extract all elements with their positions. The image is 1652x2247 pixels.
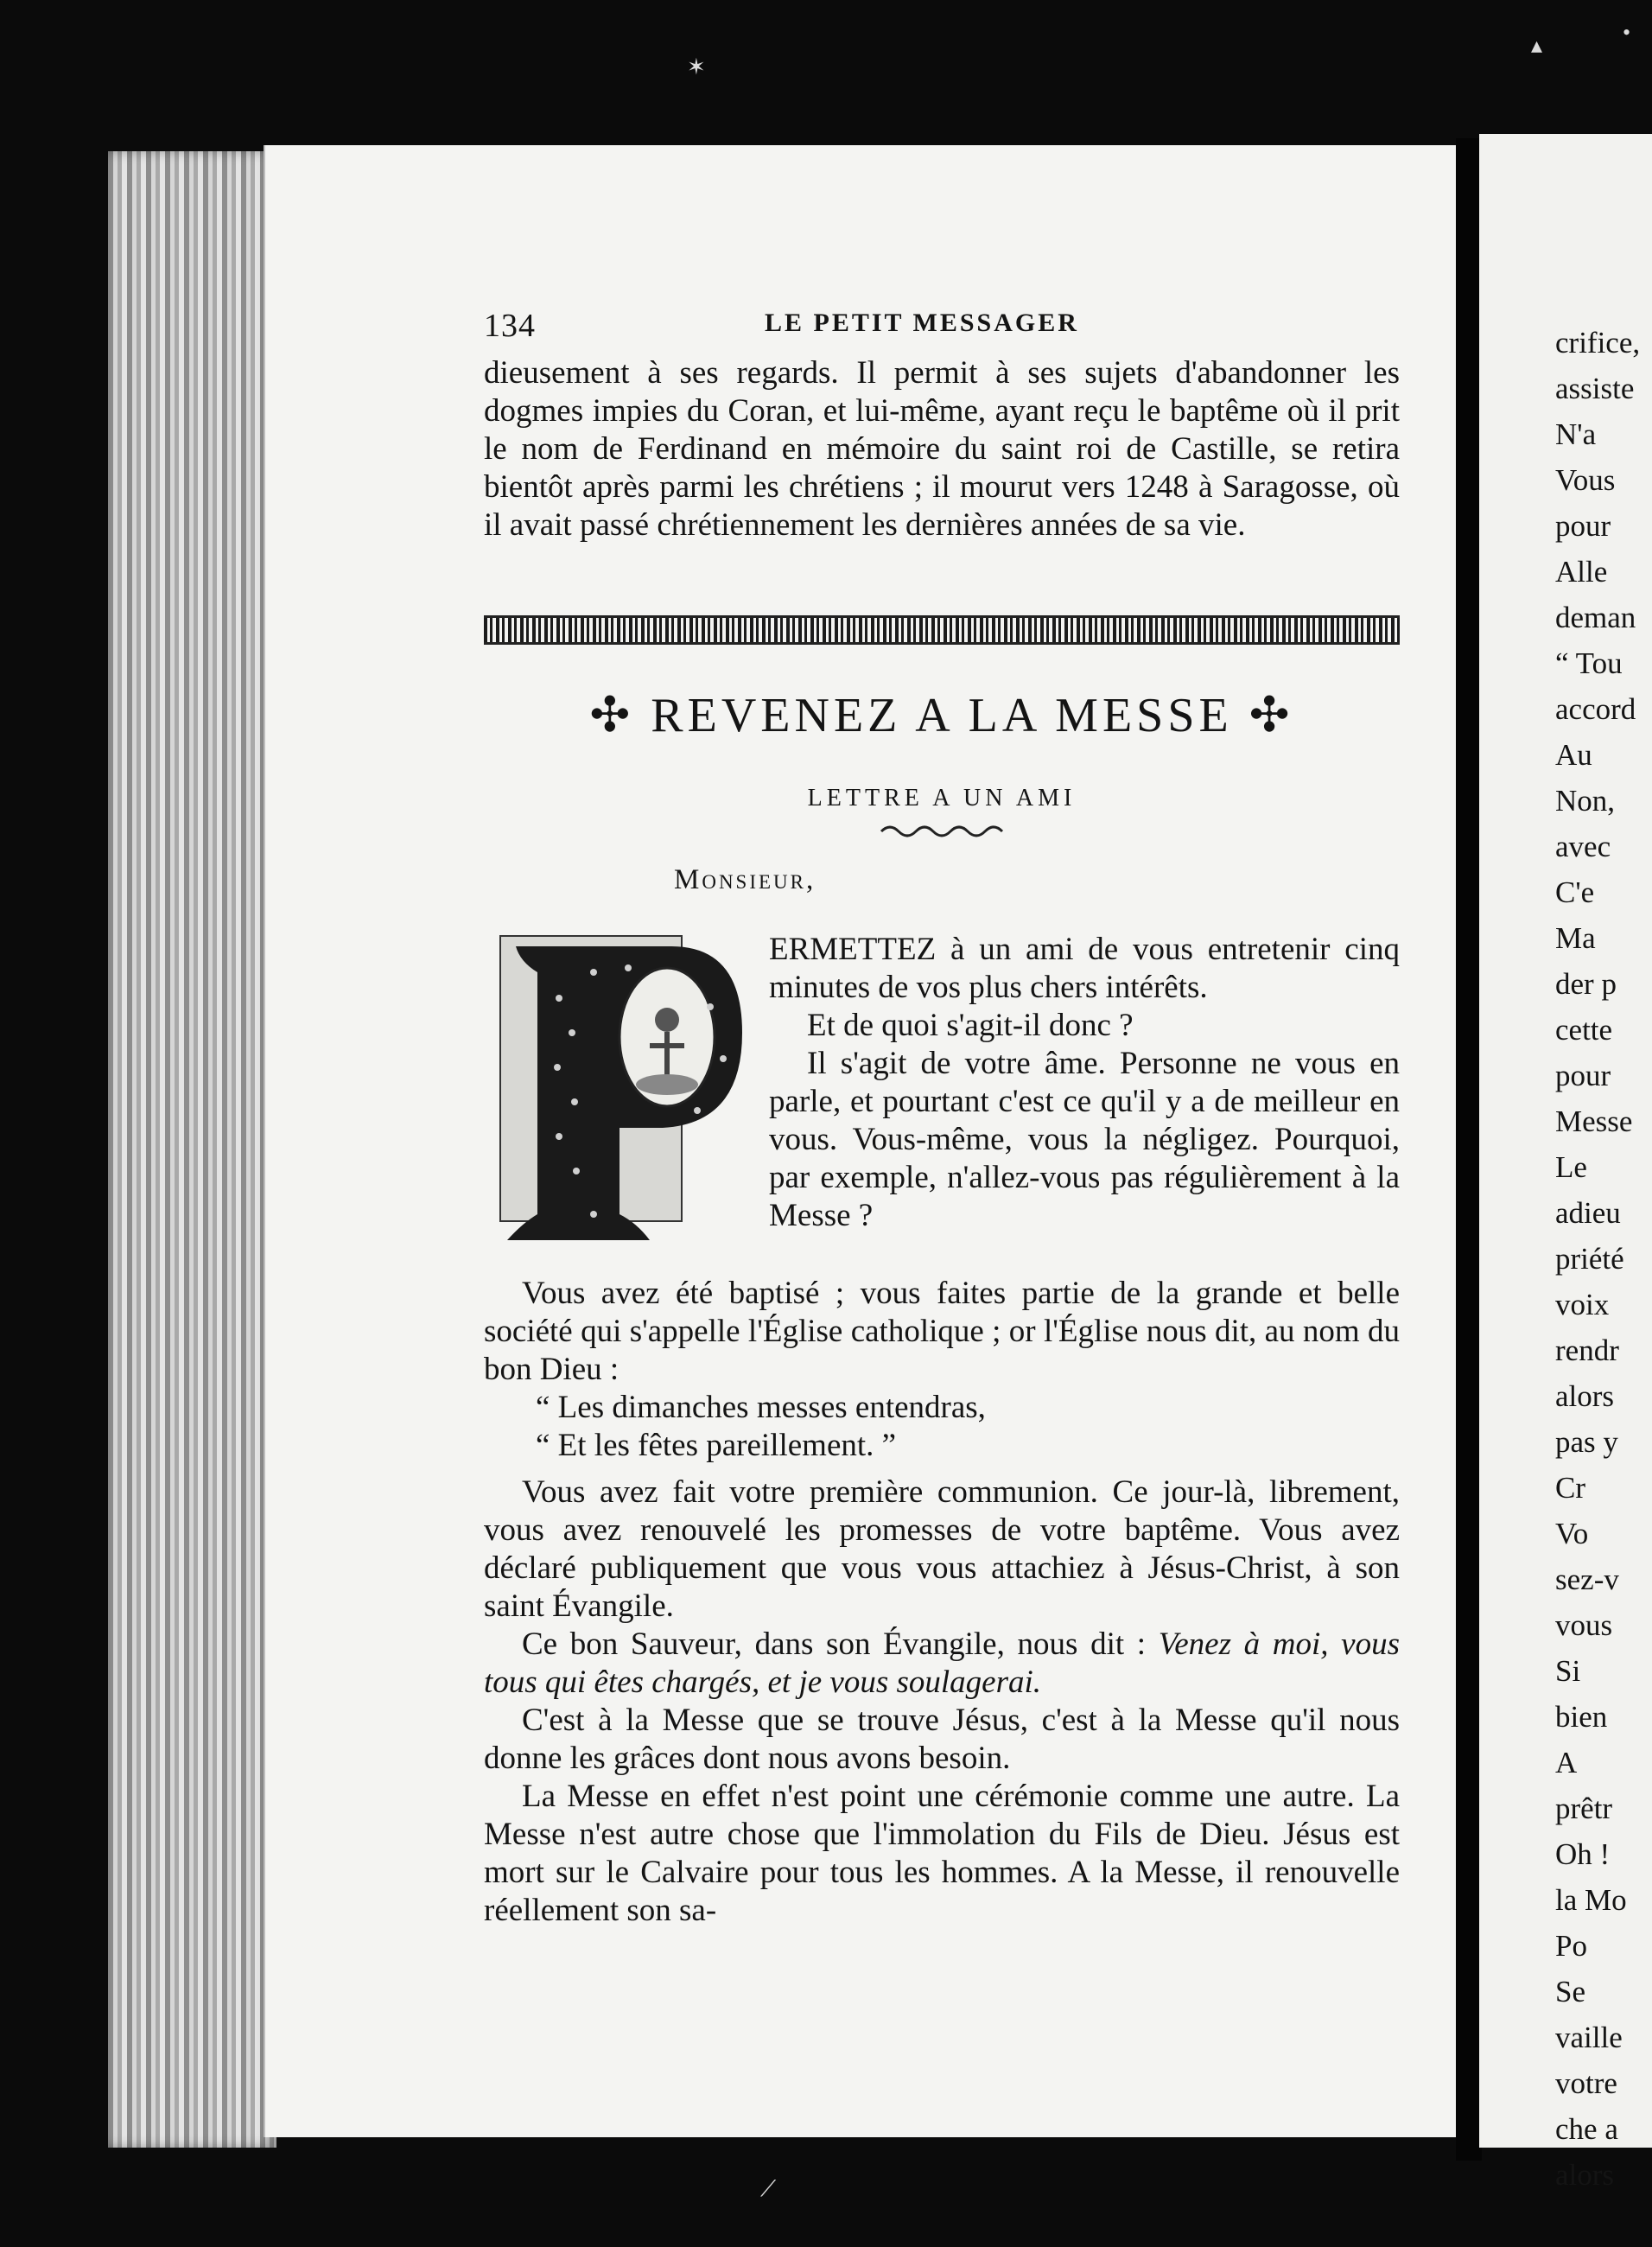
next-page-line: alors: [1555, 1379, 1615, 1413]
next-page-line: Au: [1555, 738, 1592, 772]
italic-quote: Venez à moi, vous tous qui êtes chargés, et je vous soulagerai.: [484, 1626, 1400, 1700]
article-title: ✣ REVENEZ A LA MESSE ✣: [589, 689, 1294, 742]
next-page-line: priété: [1555, 1242, 1624, 1276]
next-page-line: A: [1555, 1746, 1578, 1779]
next-page-fragments: [1555, 320, 1640, 2198]
film-speck: ▴: [1531, 33, 1543, 58]
next-page-line: crifice,: [1555, 326, 1641, 360]
dropcap-paragraphs: [769, 931, 1400, 1235]
salutation: Monsieur,: [674, 864, 816, 895]
next-page-line: assiste: [1555, 372, 1635, 405]
film-speck: ✶: [687, 54, 706, 80]
body-text: [484, 1275, 1400, 1930]
next-page-line: pour: [1555, 509, 1611, 543]
next-page-line: Cr: [1555, 1471, 1585, 1505]
next-page-line: deman: [1555, 601, 1636, 634]
next-page-line: Po: [1555, 1929, 1587, 1963]
running-title: LE PETIT MESSAGER: [765, 309, 1079, 337]
next-page-line: bien: [1555, 1700, 1608, 1734]
quote-line: “ Les dimanches messes entendras,: [536, 1390, 986, 1425]
page-number: 134: [484, 308, 536, 344]
next-page-line: N'a: [1555, 417, 1597, 451]
next-page-line: accord: [1555, 692, 1636, 726]
next-page-line: der p: [1555, 967, 1617, 1001]
next-page-line: alors: [1555, 2158, 1615, 2192]
next-page-line: Ma: [1555, 921, 1596, 955]
top-text: dieusement à ses regards. Il permit à ses sujets d'abandonner les dogmes impies du Coran, et lui-même, ayant reçu le baptême où il prit le nom de Ferdinand en mémoire du saint roi de Castille, se retira bientôt après parmi les chrétiens ; il mourut vers 1248 à Saragosse, où il avait passé chrétiennement les dernières années de sa vie.: [484, 355, 1400, 543]
next-page-line: C'e: [1555, 875, 1595, 909]
paragraph-text: Ce bon Sauveur, dans son Évangile, nous dit :: [522, 1626, 1159, 1662]
next-page-line: adieu: [1555, 1196, 1621, 1230]
next-page-line: Se: [1555, 1975, 1585, 2008]
next-page-line: rendr: [1555, 1334, 1619, 1367]
next-page-line: vaille: [1555, 2021, 1623, 2054]
next-page-line: Non,: [1555, 784, 1616, 818]
next-page-line: Alle: [1555, 555, 1608, 589]
next-page: [1479, 134, 1652, 2192]
next-page-line: pour: [1555, 1059, 1611, 1092]
next-page-line: cette: [1555, 1013, 1613, 1047]
ornamental-divider: [484, 615, 1400, 645]
next-page-line: Vous: [1555, 463, 1616, 497]
next-page-line: la Mo: [1555, 1883, 1627, 1917]
paragraph: Vous avez fait votre première communion. Ce jour-là, librement, vous avez renouvelé les promesses de votre baptême. Vous avez déclaré publiquement que vous vous attachiez à Jésus-Christ, à son saint Évangile.: [484, 1474, 1400, 1624]
film-speck: ⟋: [760, 2176, 777, 2201]
next-page-line: voix: [1555, 1288, 1610, 1321]
next-page-line: “ Tou: [1555, 646, 1623, 680]
next-page-line: pas y: [1555, 1425, 1618, 1459]
paragraph: Et de quoi s'agit-il donc ?: [807, 1008, 1134, 1043]
paragraph-sauveur: [484, 1626, 1400, 1702]
next-page-line: sez-v: [1555, 1563, 1619, 1596]
next-page-line: Vo: [1555, 1517, 1589, 1550]
film-speck: •: [1623, 20, 1631, 45]
book-page-edges: [108, 151, 276, 2148]
paragraph: ERMETTEZ à un ami de vous entretenir cinq minutes de vos plus chers intérêts.: [769, 932, 1400, 1005]
article-subtitle: LETTRE A UN AMI: [807, 785, 1077, 812]
next-page-line: Oh !: [1555, 1837, 1611, 1871]
next-page-line: che a: [1555, 2112, 1618, 2146]
top-paragraph: [484, 354, 1400, 544]
paragraph: La Messe en effet n'est point une cérémonie comme une autre. La Messe n'est autre chose que l'immolation du Fils de Dieu. Jésus est mort sur le Calvaire pour tous les hommes. A la Messe, il renouvelle réellement son sa-: [484, 1779, 1400, 1928]
book-gutter: [1456, 138, 1482, 2161]
next-page-line: votre: [1555, 2066, 1617, 2100]
illuminated-dropcap: [490, 929, 747, 1256]
next-page-line: avec: [1555, 830, 1611, 863]
quote-line: “ Et les fêtes pareillement. ”: [536, 1428, 897, 1463]
next-page-line: Si: [1555, 1654, 1581, 1688]
next-page-line: Le: [1555, 1150, 1587, 1184]
wavy-rule: [877, 821, 1007, 842]
next-page-line: prêtr: [1555, 1792, 1613, 1825]
paragraph: Il s'agit de votre âme. Personne ne vous en parle, et pourtant c'est ce qu'il y a de meilleur en vous. Vous-même, vous la négligez. Pourquoi, par exemple, n'allez-vous pas régulièrement à la Messe ?: [769, 1046, 1400, 1233]
next-page-line: Messe: [1555, 1104, 1633, 1138]
paragraph: C'est à la Messe que se trouve Jésus, c'est à la Messe qu'il nous donne les grâces dont nous avons besoin.: [484, 1703, 1400, 1776]
page-header: [484, 307, 1400, 346]
next-page-line: vous: [1555, 1608, 1613, 1642]
paragraph: Vous avez été baptisé ; vous faites partie de la grande et belle société qui s'appelle l'Église catholique ; or l'Église nous dit, au nom du bon Dieu :: [484, 1276, 1400, 1387]
